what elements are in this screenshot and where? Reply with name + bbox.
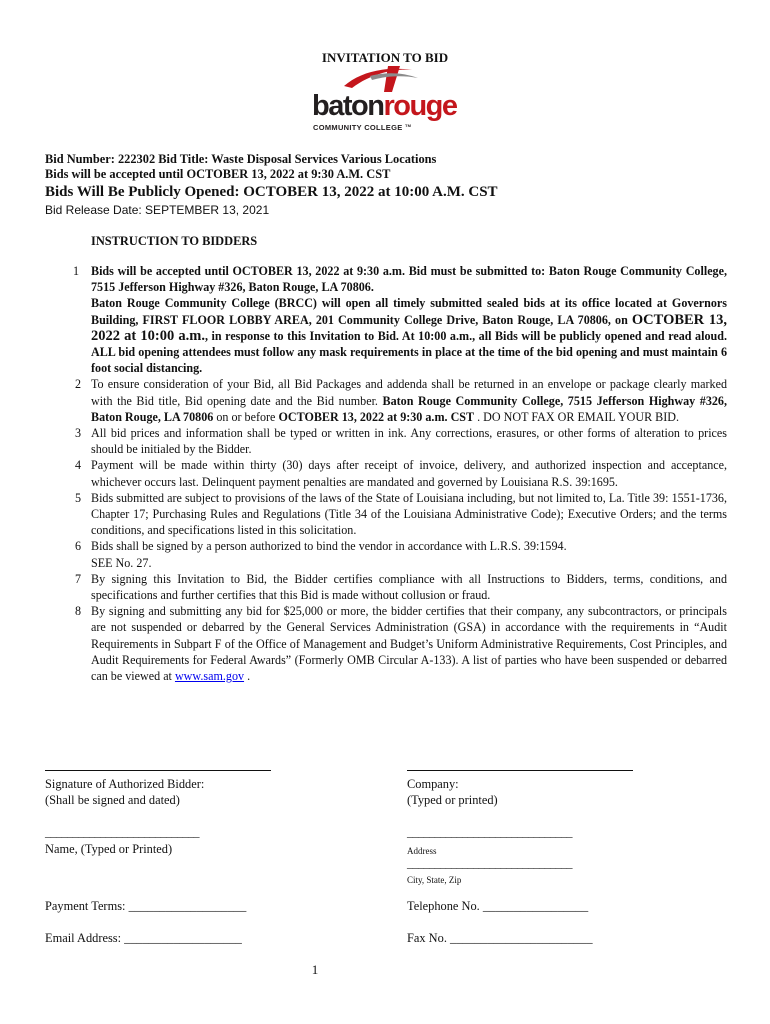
logo-word-baton: baton	[312, 90, 384, 122]
item-2-text-5: . DO NOT FAX OR EMAIL YOUR BID.	[474, 409, 680, 424]
fax-field[interactable]: Fax No. _______________________	[407, 931, 593, 945]
logo-sub-text: COMMUNITY COLLEGE	[313, 123, 403, 132]
instruction-item-3	[45, 425, 727, 457]
item-3-text: All bid prices and information shall be typed or written in ink. Any corrections, erasures, or other forms of alteration to prices should be initialed by the Bidder.	[91, 426, 727, 457]
item-number: 5	[74, 490, 81, 505]
logo-subtitle	[313, 123, 411, 132]
logo-tm: TM	[404, 123, 412, 128]
page-number: 1	[311, 962, 319, 977]
instruction-item-2	[45, 376, 727, 425]
bid-opened-line: Bids Will Be Publicly Opened: OCTOBER 13, 2022 at 10:00 A.M. CST	[45, 184, 498, 200]
company-label: Company: (Typed or printed)	[407, 777, 498, 807]
item-1-text-b: , in response to this Invitation to Bid. At 10:00 a.m., all Bids will be publicly opened and read aloud. ALL bid opening attendees must follow any mask requirements in place at the time of the bid opening and must maintain 6 foot social distancing.	[91, 328, 727, 376]
instruction-item-4	[45, 457, 727, 489]
item-number: 7	[74, 571, 81, 586]
item-1-text-a: Baton Rouge Community College (BRCC) will open all timely submitted sealed bids at its office located at Governors Building, FIRST FLOOR LOBBY AREA, 201 Community College Drive, Baton Rouge, LA 70806, on	[91, 296, 727, 327]
instructions-heading: INSTRUCTION TO BIDDERS	[91, 234, 258, 248]
item-2-text-1: To ensure consideration of your Bid, all Bid Packages and addenda shall be returned in an envelope or package clearly marked with the Bid title, Bid opening date and the Bid number.	[91, 377, 727, 408]
address-label: Address	[407, 846, 437, 856]
item-8-text: By signing and submitting any bid for $25,000 or more, the bidder certifies that their company, any subcontractors, or principals are not suspended or debarred by the General Services Administration (GSA) in accordance with the requirements in “Audit Requirements in Subpart F of the Office of Management and Budget’s Uniform Administrative Requirements, Cost Principles, and Audit Requirements for Federal Awards” (Formerly OMB Circular A-133). A list of parties who have been suspended or debarred can be viewed at	[91, 604, 727, 684]
document-title: INVITATION TO BID	[321, 50, 449, 65]
item-number: 3	[74, 426, 81, 441]
telephone-field[interactable]: Telephone No. _________________	[407, 899, 589, 913]
item-number: 4	[74, 458, 81, 473]
city-state-zip-line[interactable]: ______________________________	[407, 856, 572, 870]
item-1-opening-text	[91, 295, 727, 376]
payment-terms-field[interactable]: Payment Terms: ___________________	[45, 899, 247, 913]
bid-accepted-line: Bids will be accepted until OCTOBER 13, 2022 at 9:30 A.M. CST	[45, 167, 391, 181]
item-1-submit-text: Bids will be accepted until OCTOBER 13, 2022 at 9:30 a.m. Bid must be submitted to: Baton Rouge Community College, 7515 Jefferson Highway #326, Baton Rouge, LA 70806.	[91, 264, 727, 295]
signature-line[interactable]	[45, 770, 271, 771]
bid-number-line: Bid Number: 222302 Bid Title: Waste Disposal Services Various Locations	[45, 152, 437, 166]
signature-label: Signature of Authorized Bidder: (Shall be signed and dated)	[45, 777, 205, 807]
item-2-address: Baton Rouge Community College, 7515 Jefferson Highway #326, Baton Rouge, LA 70806	[91, 393, 727, 424]
item-number: 8	[74, 604, 81, 619]
item-1-opening-date: OCTOBER 13, 2022 at 10:00 a.m.	[91, 311, 727, 344]
email-address-field[interactable]: Email Address: ___________________	[45, 931, 242, 945]
instruction-item-7	[45, 571, 727, 603]
instruction-item-6	[45, 538, 727, 570]
item-2-text-3: on or before	[213, 409, 279, 424]
item-6-see: SEE No. 27.	[91, 555, 152, 570]
name-line[interactable]: ____________________________	[45, 825, 199, 839]
brcc-logo	[300, 64, 470, 136]
address-line[interactable]: ______________________________	[407, 825, 572, 839]
item-5-text: Bids submitted are subject to provisions of the laws of the State of Louisiana including, but not limited to, La. Title 39: 1551-1736, Chapter 17; Purchasing Rules and Regulations (Title 34 of the Louisiana Administrative Code); Executive Orders; and the terms conditions, and specifications listed in this solicitation.	[91, 490, 727, 538]
instruction-item-8	[45, 603, 727, 684]
instruction-item-1	[45, 263, 727, 376]
item-7-text: By signing this Invitation to Bid, the Bidder certifies compliance with all Instructions to Bidders, terms, conditions, and specifications and further certifies that this Bid is made without collusion or fraud.	[91, 571, 727, 603]
logo-word-rouge: rouge	[383, 90, 457, 122]
item-2-deadline: OCTOBER 13, 2022 at 9:30 a.m. CST	[278, 409, 475, 424]
name-label: Name, (Typed or Printed)	[45, 842, 173, 856]
item-4-text: Payment will be made within thirty (30) days after receipt of invoice, delivery, and authorized inspection and acceptance, whichever occurs last. Delinquent payment penalties are mandated and governed by Louisiana R.S. 39:1695.	[91, 458, 727, 489]
item-6-text: Bids shall be signed by a person authorized to bind the vendor in accordance with L.R.S. 39:1594.	[91, 539, 567, 554]
instructions-list	[45, 263, 727, 684]
item-8-end: .	[244, 669, 251, 684]
item-number: 1	[72, 264, 79, 278]
instruction-item-5	[45, 490, 727, 539]
sam-gov-link[interactable]: www.sam.gov	[174, 669, 245, 684]
item-number: 2	[74, 377, 81, 392]
company-line[interactable]	[407, 770, 633, 771]
city-state-zip-label: City, State, Zip	[407, 875, 462, 885]
item-number: 6	[74, 539, 81, 554]
logo-wordmark	[312, 90, 457, 122]
bid-release-date: Bid Release Date: SEPTEMBER 13, 2021	[45, 203, 270, 217]
